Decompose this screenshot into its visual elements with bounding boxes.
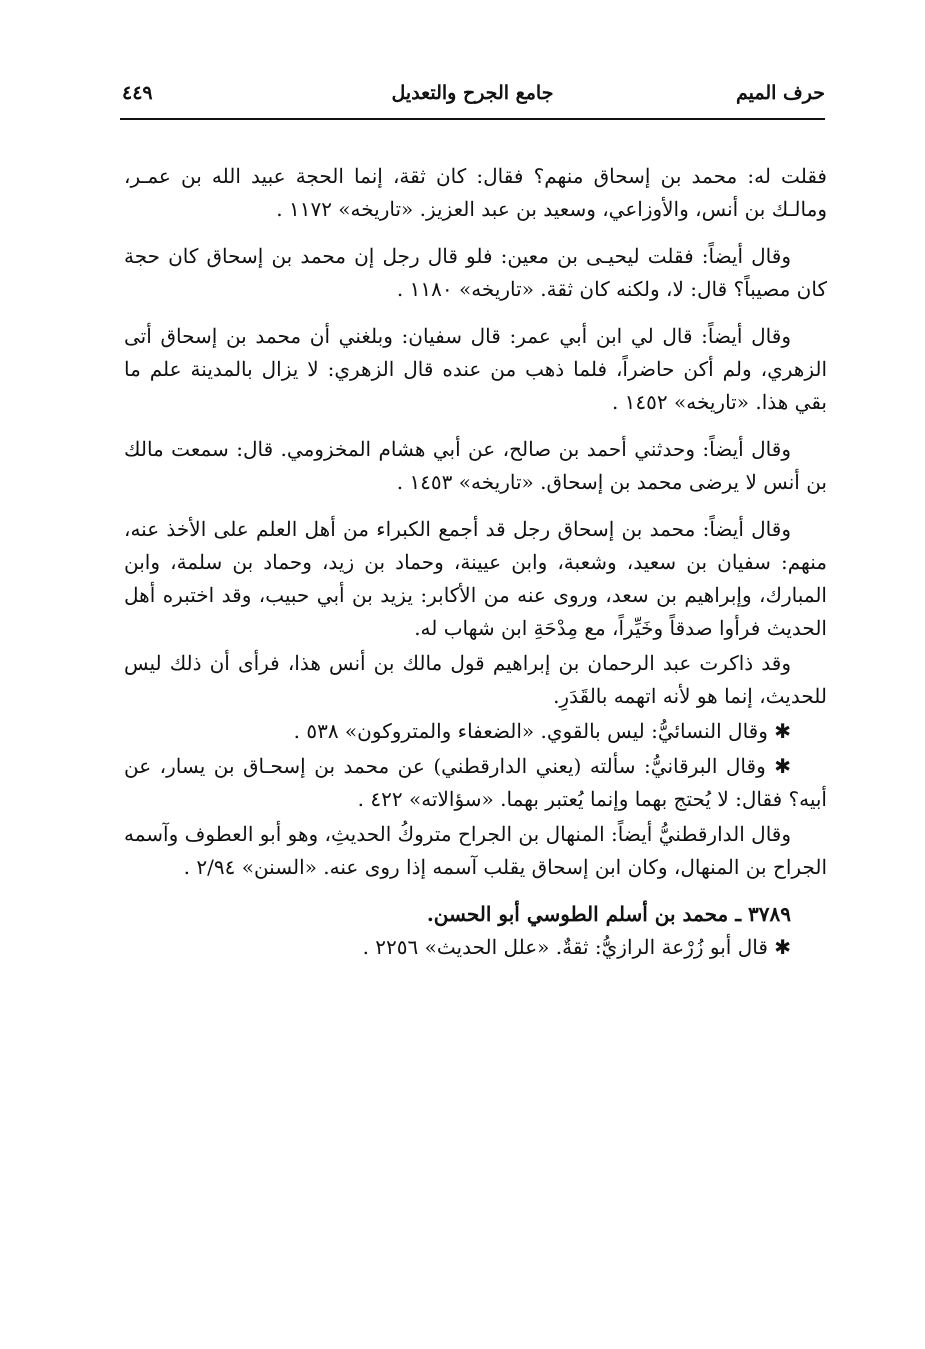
paragraph: فقلت له: محمد بن إسحاق منهم؟ فقال: كان ثقة، إنما الحجة عبيد الله بن عمـر، ومالـك بن أنس، والأوزاعي، وسعيد بن عبد العزيز. «تاريخه» ١١٧٢ . — [124, 164, 827, 221]
entry-note: ✱ قال أبو زُرْعة الرازيُّ: ثقةٌ. «علل الحديث» ٢٢٥٦ . — [362, 935, 791, 959]
paragraph: ✱ وقال البرقانيُّ: سألته (يعني الدارقطني) عن محمد بن إسحـاق بن يسار، عن أبيه؟ فقال: لا يُحتج بهما وإنما يُعتبر بهما. «سؤالاته» ٤٢٢ . — [124, 754, 827, 811]
paragraph: وقد ذاكرت عبد الرحمان بن إبراهيم قول مالك بن أنس هذا، فرأى أن ذلك ليس للحديث، إنما هو لأنه اتهمه بالقَدَرِ. — [124, 651, 827, 708]
book-title: جامع الجرح والتعديل — [391, 82, 554, 104]
paragraph: وقال أيضاً: قال لي ابن أبي عمر: قال سفيان: وبلغني أن محمد بن إسحاق أتى الزهري، ولم أكن حاضراً، فلما ذهب من عنده قال الزهري: لا يزال بالمدينة علم ما بقي هذا. «تاريخه» ١٤٥٢ . — [124, 324, 827, 414]
entry-heading: ٣٧٨٩ ـ محمد بن أسلم الطوسي أبو الحسن. — [426, 902, 791, 926]
page-number: ٤٤٩ — [122, 82, 153, 104]
paragraph: وقال أيضاً: وحدثني أحمد بن صالح، عن أبي هشام المخزومي. قال: سمعت مالك بن أنس لا يرضى محمد بن إسحاق. «تاريخه» ١٤٥٣ . — [124, 437, 827, 494]
section-title: حرف الميم — [736, 82, 825, 104]
paragraph: وقال أيضاً: محمد بن إسحاق رجل قد أجمع الكبراء من أهل العلم على الأخذ عنه، منهم: سفيان بن سعيد، وشعبة، وابن عيينة، وحماد بن زيد، وحماد بن سلمة، وابن المبارك، وإبراهيم بن سعد، وروى عنه من الأكابر: يزيد بن أبي حبيب، وقد اختبره أهل الحديث فرأوا صدقاً وخَيِّراً، مع مِدْحَةِ ابن شهاب له. — [124, 517, 827, 640]
page-header — [120, 74, 825, 120]
paragraph: وقال الدارقطنيُّ أيضاً: المنهال بن الجراح متروكُ الحديثِ، وهو أبو العطوف وآسمه الجراح بن المنهال، وكان ابن إسحاق يقلب آسمه إذا روى عنه. «السنن» ٢/٩٤ . — [124, 822, 827, 879]
page-body — [124, 160, 827, 964]
paragraph: ✱ وقال النسائيُّ: ليس بالقوي. «الضعفاء والمتروكون» ٥٣٨ . — [293, 719, 791, 743]
paragraph: وقال أيضاً: فقلت ليحيـى بن معين: فلو قال رجل إن محمد بن إسحاق كان حجة كان مصيباً؟ قال: لا، ولكنه كان ثقة. «تاريخه» ١١٨٠ . — [124, 244, 827, 301]
